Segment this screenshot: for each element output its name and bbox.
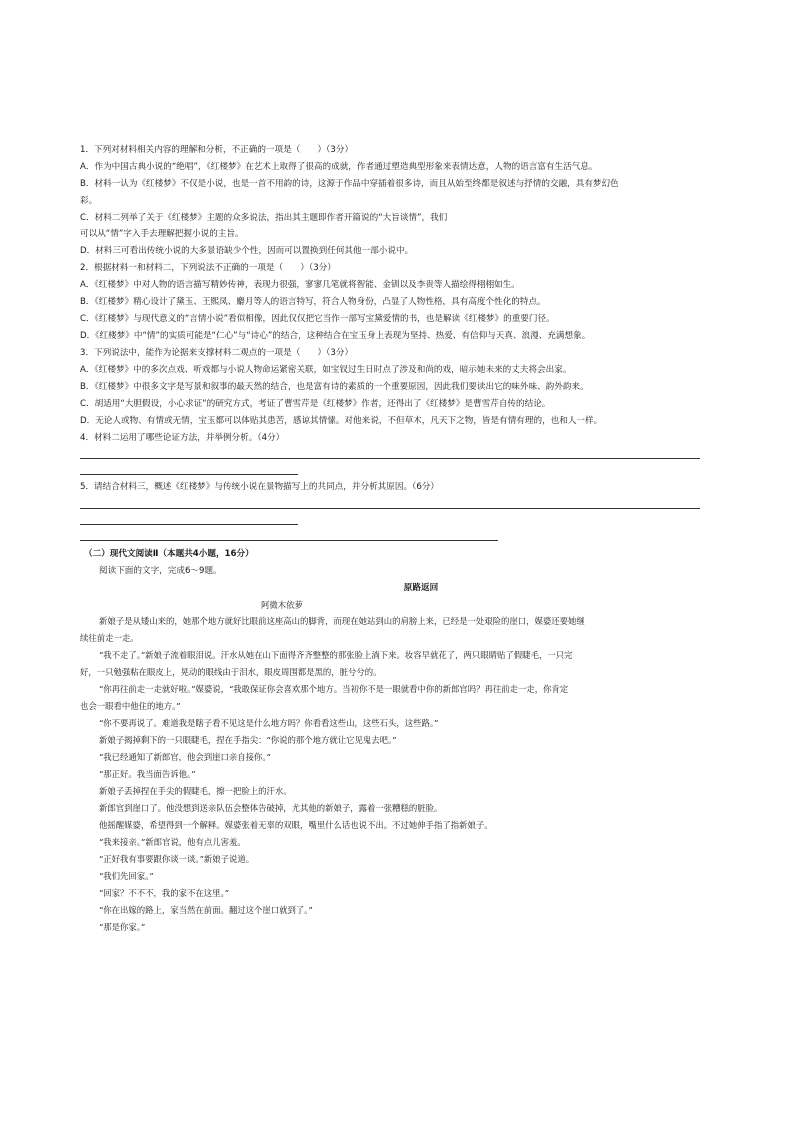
q5-stem: 5．请结合材料三，概述《红楼梦》与传统小说在景物描写上的共同点，并分析其原因。（6分） xyxy=(80,482,439,492)
q1-option-c: C．材料二列举了关于《红楼梦》主题的众多说法，指出其主题即作者开篇说的“大旨谈情”，我们 xyxy=(80,213,448,223)
story-paragraph: 他摇醒媒婆，希望得到一个解释。媒婆张着无辜的双眼，嘴里什么话也说不出。不过她伸手指了指新娘子。 xyxy=(99,820,493,830)
q2-stem: 2．根据材料一和材料二，下列说法不正确的一项是（ ）（3分） xyxy=(80,263,336,273)
story-paragraph-cont: 好，一只勉强粘在眼皮上，晃动的眼线由于泪水，眼皮周围都是黑的，脏兮兮的。 xyxy=(80,667,382,677)
story-author: 阿微木依萝 xyxy=(261,600,303,610)
q1-option-d: D．材料三可看出传统小说的大多景语缺少个性，因而可以置换到任何其他一部小说中。 xyxy=(80,246,414,256)
story-paragraph: 新郎官到崖口了。他没想到送亲队伍会整体告破掉，尤其他的新娘子，露着一张糟糕的脏脸。 xyxy=(99,803,443,813)
q3-option-c: C．胡适用“大胆假设，小心求证”的研究方式，考证了曹雪芹是《红楼梦》作者，还得出了《红楼梦》是曹雪芹自传的结论。 xyxy=(80,399,551,409)
q1-option-b: B．材料一认为《红楼梦》不仅是小说，也是一首不用韵的诗，这源于作品中穿插着很多诗，而且从始至终都是叙述与抒情的交融，具有梦幻色 xyxy=(80,179,619,189)
q2-option-b: B．《红楼梦》精心设计了黛玉、王熙凤、麝月等人的语言特写，符合人物身份，凸显了人物性格，具有高度个性化的特点。 xyxy=(80,297,546,307)
story-paragraph: 新娘子是从矮山来的，她那个地方就好比眼前这座高山的脚背，而现在她站到山的肩膀上来，已经是一处艰险的崖口，媒婆还要她继 xyxy=(99,616,585,626)
story-paragraph: “我来接亲。”新郎官说，他有点儿害羞。 xyxy=(99,837,246,847)
story-paragraph: “我不走了。”新娘子流着眼泪说。汗水从她在山下面得齐齐整整的那张脸上淌下来。妆容早就花了，两只眼睛贴了假睫毛，一只完 xyxy=(99,650,573,660)
story-title: 原路返回 xyxy=(403,583,439,593)
q2-option-c: C．《红楼梦》与现代意义的“言情小说”看似相像，因此仅仅把它当作一部写宝黛爱情的书，也是解读《红楼梦》的重要门径。 xyxy=(80,314,555,324)
q4-stem: 4．材料二运用了哪些论证方法，并举例分析。（4分） xyxy=(80,433,285,443)
q2-option-a: A．《红楼梦》中对人物的语言描写精妙传神，表现力很强，寥寥几笔就将智能、金钏以及李贵等人描绘得栩栩如生。 xyxy=(80,280,520,290)
section-heading: （二）现代文阅读Ⅱ（本题共4小题，16分） xyxy=(84,549,254,559)
answer-line xyxy=(80,508,700,509)
story-paragraph: “我已经通知了新郎官，他会到崖口亲自接你。” xyxy=(99,752,271,762)
q1-stem: 1．下列对材料相关内容的理解和分析，不正确的一项是（ ）（3分） xyxy=(80,145,354,155)
q3-option-d: D．无论人或物、有情或无情，宝玉都可以体贴其患苦，感谅其情愫。对他来说，不但草木，凡天下之物，皆是有情有理的，也和人一样。 xyxy=(80,416,603,426)
q1-option-a: A．作为中国古典小说的“绝唱”，《红楼梦》在艺术上取得了很高的成就，作者通过塑造典型形象来表情达意，人物的语言富有生活气息。 xyxy=(80,162,598,172)
story-paragraph: 新娘子丢掉捏在手尖的假睫毛，擦一把脸上的汗水。 xyxy=(99,786,292,796)
q3-option-b: B．《红楼梦》中很多文字是写景和叙事的最天然的结合，也是富有诗的素质的一个重要原因，因此我们要读出它的味外味、韵外韵来。 xyxy=(80,382,589,392)
story-paragraph-cont: 也会一眼看中他住的地方。” xyxy=(80,701,181,711)
story-paragraph: 新娘子揭掉剩下的一只眼睫毛，捏在手指尖：“你说的那个地方就让它见鬼去吧。” xyxy=(99,735,397,745)
story-paragraph: “你不要再说了。难道我是瞎子看不见这是什么地方吗？你看看这些山，这些石头，这些路。” xyxy=(99,718,439,728)
answer-line xyxy=(80,524,298,525)
q2-option-d: D．《红楼梦》中“情”的实质可能是“仁心”与“诗心”的结合，这种结合在宝玉身上表现为坚持、热爱、有信仰与天真、浪漫、充满想象。 xyxy=(80,331,591,341)
q1-option-b-cont: 彩。 xyxy=(80,196,98,206)
story-paragraph: “你在出嫁的路上，家当然在前面。翻过这个崖口就到了。” xyxy=(99,905,313,915)
q3-option-a: A．《红楼梦》中的多次点戏、听戏都与小说人物命运紧密关联，如宝钗过生日时点了涉及和尚的戏，暗示她未来的丈夫将会出家。 xyxy=(80,365,572,375)
story-paragraph-cont: 续往前走一走。 xyxy=(80,633,139,643)
story-paragraph: “我们先回家。” xyxy=(99,871,154,881)
story-paragraph: “那是你家。” xyxy=(99,922,146,932)
story-paragraph: “回家？不不不，我的家不在这里。” xyxy=(99,888,229,898)
answer-line xyxy=(80,458,700,459)
q1-option-c-cont: 可以从“情”字入手去理解把握小说的主旨。 xyxy=(80,229,244,239)
q3-stem: 3．下列说法中，能作为论据来支撑材料二观点的一项是（ ）（3分） xyxy=(80,348,354,358)
answer-line xyxy=(80,474,298,475)
story-paragraph: “你再往前走一走就好啦。”媒婆说，“我敢保证你会喜欢那个地方。当初你不是一眼就看中你的新郎官吗？再往前走一走，你肯定 xyxy=(99,684,569,694)
answer-line xyxy=(80,540,498,541)
reading-instruction: 阅读下面的文字，完成6～9题。 xyxy=(99,566,222,576)
story-paragraph: “正好我有事要跟你谈一谈。”新娘子说道。 xyxy=(99,854,255,864)
story-paragraph: “那正好。我当面告诉他。” xyxy=(99,769,196,779)
